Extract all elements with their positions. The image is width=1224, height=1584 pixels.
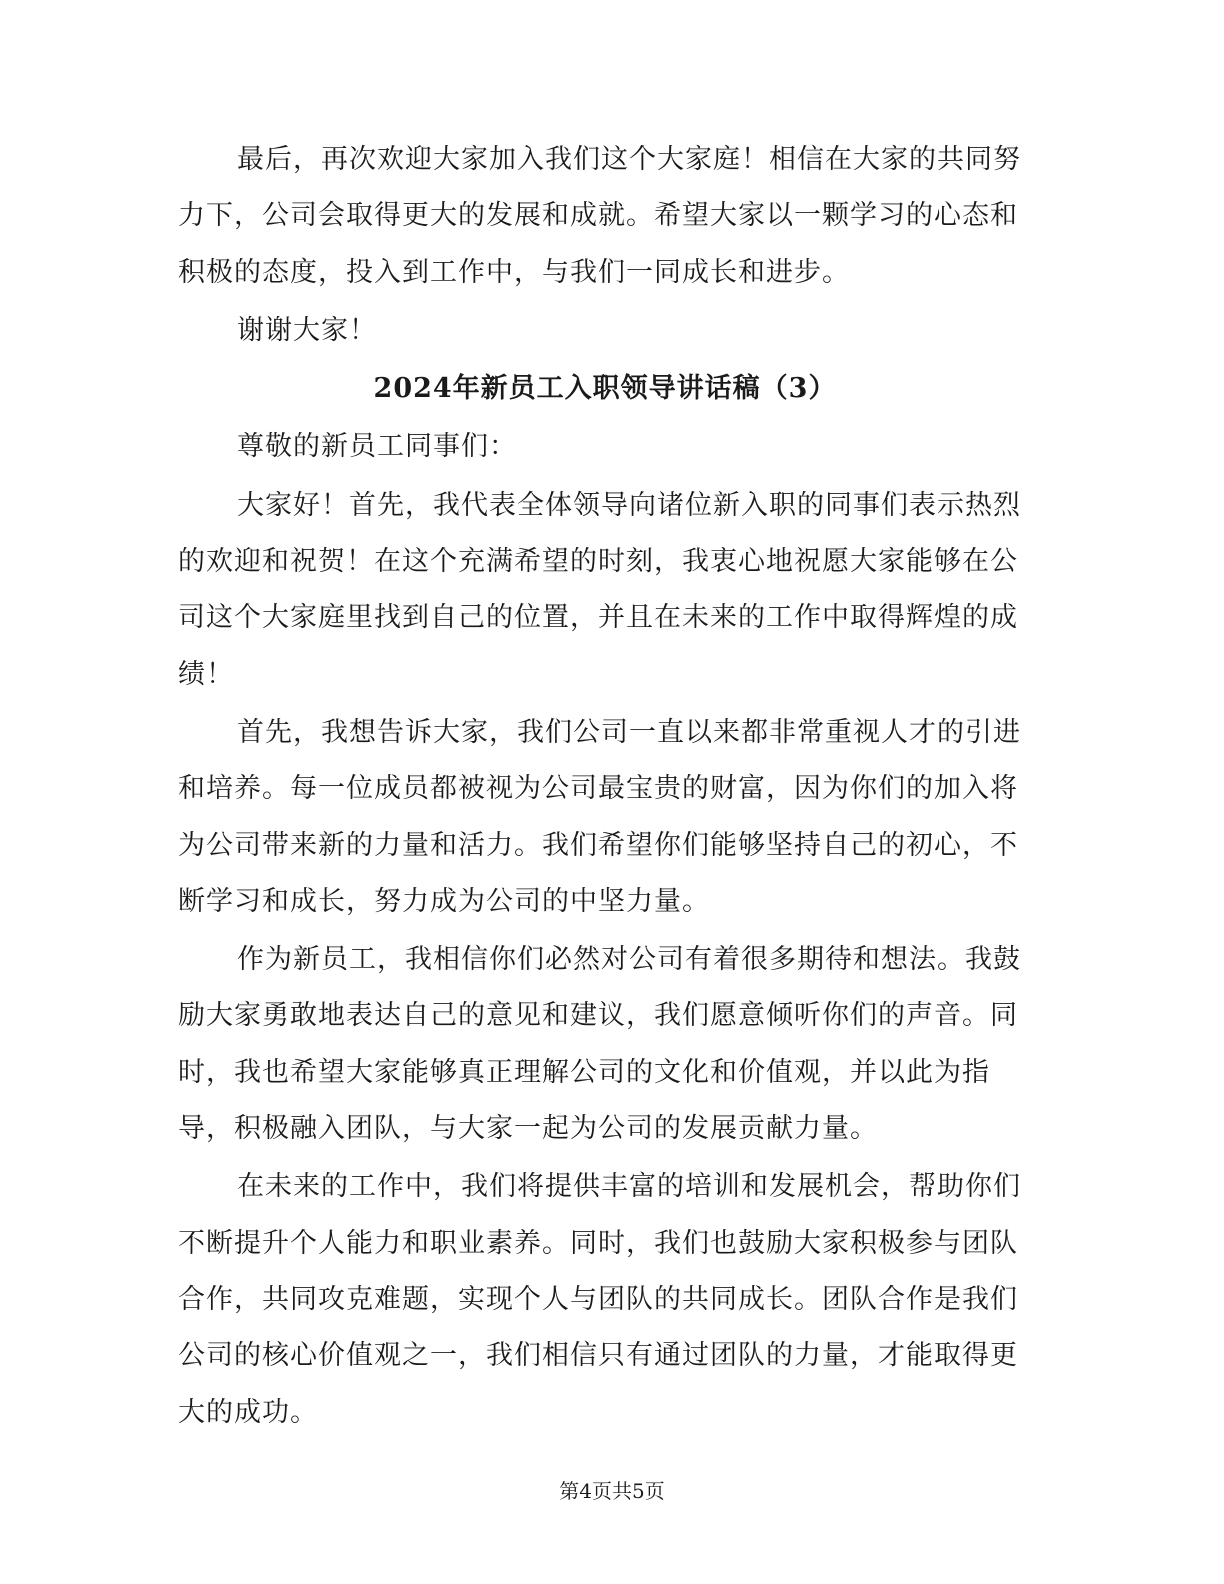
document-body — [178, 132, 1032, 1443]
body-paragraph: 在未来的工作中，我们将提供丰富的培训和发展机会，帮助你们不断提升个人能力和职业素养。同时，我们也鼓励大家积极参与团队合作，共同攻克难题，实现个人与团队的共同成长。团队合作是我们公司的核心价值观之一，我们相信只有通过团队的力量，才能取得更大的成功。 — [178, 1171, 1021, 1428]
body-paragraph: 大家好！首先，我代表全体领导向诸位新入职的同事们表示热烈的欢迎和祝贺！在这个充满希望的时刻，我衷心地祝愿大家能够在公司这个大家庭里找到自己的位置，并且在未来的工作中取得辉煌的成绩！ — [178, 489, 1021, 690]
body-paragraph: 作为新员工，我相信你们必然对公司有着很多期待和想法。我鼓励大家勇敢地表达自己的意见和建议，我们愿意倾听你们的声音。同时，我也希望大家能够真正理解公司的文化和价值观，并以此为指导，积极融入团队，与大家一起为公司的发展贡献力量。 — [178, 944, 1021, 1145]
section-title: 2024年新员工入职领导讲话稿（3） — [373, 373, 837, 405]
body-paragraph: 首先，我想告诉大家，我们公司一直以来都非常重视人才的引进和培养。每一位成员都被视为公司最宝贵的财富，因为你们的加入将为公司带来新的力量和活力。我们希望你们能够坚持自己的初心，不断学习和成长，努力成为公司的中坚力量。 — [178, 716, 1021, 917]
page-number-footer: 第4页共5页 — [559, 1479, 665, 1503]
closing-paragraph: 最后，再次欢迎大家加入我们这个大家庭！相信在大家的共同努力下，公司会取得更大的发展和成就。希望大家以一颗学习的心态和积极的态度，投入到工作中，与我们一同成长和进步。 — [178, 144, 1021, 288]
thanks-line: 谢谢大家！ — [237, 314, 377, 346]
salutation: 尊敬的新员工同事们： — [237, 431, 517, 463]
